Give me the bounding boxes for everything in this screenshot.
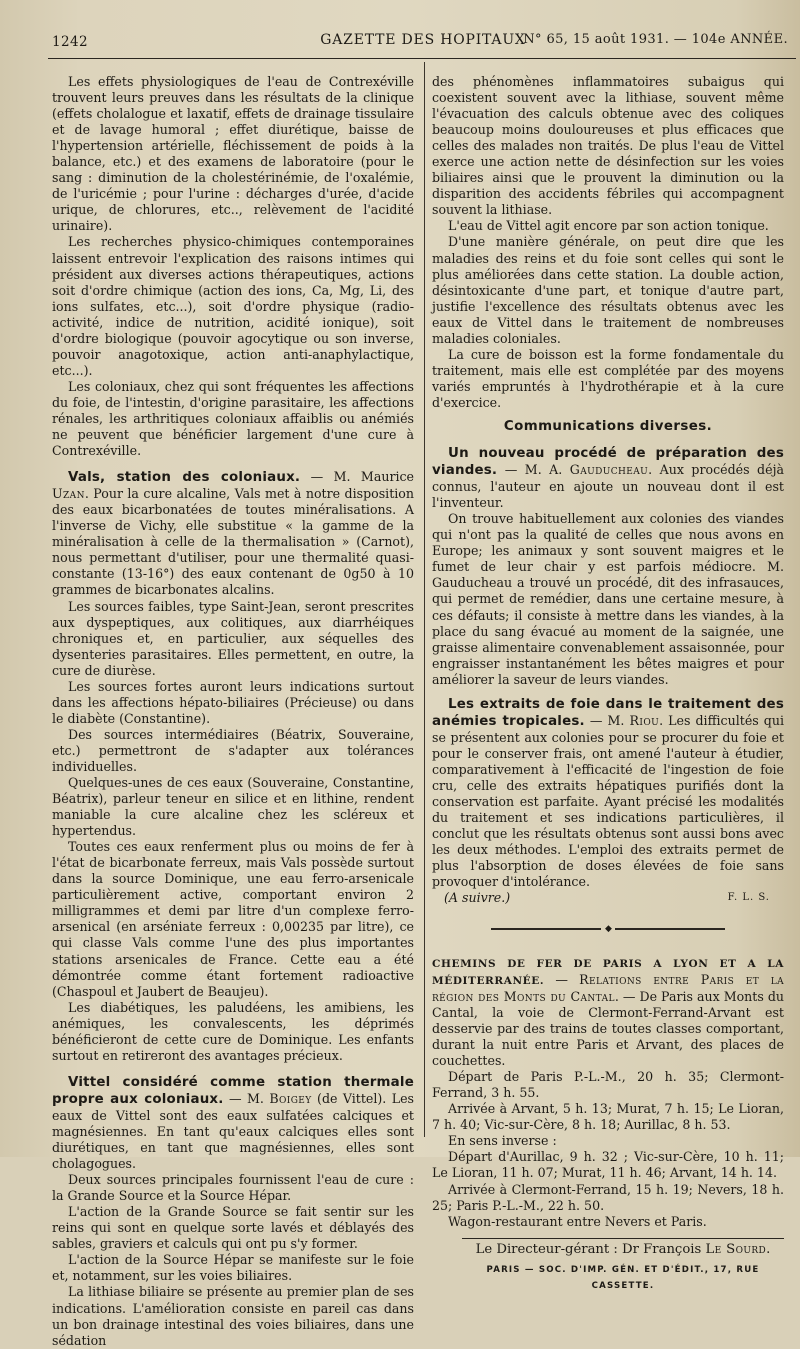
article-title: Les extraits de foie dans le traitement des anémies tropicales. xyxy=(432,696,784,729)
paragraph: Des sources intermédiaires (Béatrix, Souveraine, etc.) permettront de s'adapter aux tolérances individuelles. xyxy=(52,726,414,774)
author-name: Boigey xyxy=(269,1090,312,1106)
director-name: Le Sourd xyxy=(705,1241,767,1257)
paragraph: L'action de la Grande Source se fait sentir sur les reins qui sont en quelque sorte lavés et déblayés des sables, graviers et calculs qui ont pu s'y former. xyxy=(52,1204,414,1252)
to-be-continued: (A suivre.) xyxy=(444,890,511,906)
timetable-line: Départ d'Aurillac, 9 h. 32 ; Vic-sur-Cère, 10 h. 11; Le Lioran, 11 h. 07; Murat, 11 h. 46; Arvant, 14 h. 14. xyxy=(432,1149,784,1181)
paragraph: Deux sources principales fournissent l'eau de cure : la Grande Source et la Source Hépar. xyxy=(52,1172,414,1204)
railway-notice: CHEMINS DE FER DE PARIS A LYON ET A LA MÉDITERRANÉE. — Relations entre Paris et la région des Monts du Cantal. — De Paris aux Monts du Cantal, la voie de Clermont-Ferrand-Arvant est desservie par des trains de toutes classes comportant, durant la nuit entre Paris et Arvant, des places de couchettes. xyxy=(432,957,784,1069)
section-heading: Communications diverses. xyxy=(503,418,713,434)
director-line: Le Directeur-gérant : Dr François Le Sourd. xyxy=(475,1241,771,1257)
issue-info: N° 65, 15 août 1931. — 104e ANNÉE. xyxy=(523,32,788,47)
notice-subtitle: Relations entre Paris et la région des Monts du Cantal xyxy=(432,971,784,1004)
notice-title: CHEMINS DE FER DE PARIS A LYON ET A LA MÉDITERRANÉE. xyxy=(432,957,784,987)
article-vals: Vals, station des coloniaux. — M. Maurice Uzan. Pour la cure alcaline, Vals met à notre disposition des eaux bicarbonatées de toutes minéralisations. A l'inverse de Vichy, elle substitue « la gamme de la minéralisation à celle de la thermalisation » (Carnot), nous permettant d'utiliser, pour une thermalité quasi-constante (13-16°) des eaux contenant de 0g50 à 10 grammes de bicarbonates alcalins. xyxy=(52,469,414,598)
paragraph: La cure de boisson est la forme fondamentale du traitement, mais elle est complétée par des moyens variés empruntés à l'hydrothérapie et à la cure d'exercice. xyxy=(432,346,784,410)
paragraph: Quelques-unes de ces eaux (Souveraine, Constantine, Béatrix), parleur teneur en silice et en lithine, rendent maniable la cure alcaline chez les scléreux et hypertendus. xyxy=(52,775,414,839)
paragraph: Toutes ces eaux renferment plus ou moins de fer à l'état de bicarbonate ferreux, mais Vals possède surtout dans la source Dominique, une eau ferro-arsenicale particulièrement active, comportant environ 2 milligrammes et demi par litre d'un complexe ferro-arsenical (en arséniate ferreux : 0,00235 par litre), ce qui classe Vals comme l'une des plus importantes stations arsenicales de France. Cette eau a été démontrée comme étant fortement radioactive (Chaspoul et Jaubert de Beaujeu). xyxy=(52,839,414,999)
timetable-line: Départ de Paris P.-L.-M., 20 h. 35; Clermont-Ferrand, 3 h. 55. xyxy=(432,1069,784,1101)
paragraph: Les coloniaux, chez qui sont fréquentes les affections du foie, de l'intestin, d'origine parasitaire, les affections rénales, les arthritiques coloniaux affaiblis ou anémiés ne peuvent que bénéficier largement d'une cure à Contrexéville. xyxy=(52,378,414,459)
ornament-divider: ◆ xyxy=(432,920,784,937)
author-name: Gauducheau xyxy=(569,462,649,478)
left-column xyxy=(52,74,414,1349)
paragraph: Les effets physiologiques de l'eau de Contrexéville trouvent leurs preuves dans les résultats de la clinique (effets cholalogue et laxatif, effets de drainage tissulaire et de lavage humoral ; effet diurétique, baisse de l'hypertension artérielle, fléchissement de poids à la balance, etc.) et des examens de laboratoire (pour le sang : diminution de la cholestérinémie, de l'oxalémie, de l'uricémie ; pour l'urine : décharges d'urée, d'acide urique, de chlorures, etc.., relèvement de l'acidité urinaire). xyxy=(52,74,414,234)
timetable-line: Arrivée à Clermont-Ferrand, 15 h. 19; Nevers, 18 h. 25; Paris P.-L.-M., 22 h. 50. xyxy=(432,1181,784,1213)
paragraph: L'eau de Vittel agit encore par son action tonique. xyxy=(448,218,769,234)
paragraph: Les sources faibles, type Saint-Jean, seront prescrites aux dyspeptiques, aux colitiques, aux diarrhéiques chroniques et, en particulier, aux séquelles des dysenteries parasitaires. Elles permettent, en outre, la cure de diurèse. xyxy=(52,598,414,678)
timetable-line: En sens inverse : xyxy=(448,1133,557,1149)
page-number: 1242 xyxy=(52,34,88,50)
paragraph: L'action de la Source Hépar se manifeste sur le foie et, notamment, sur les voies biliaires. xyxy=(52,1252,414,1284)
paragraph: Les sources fortes auront leurs indications surtout dans les affections hépato-biliaires (Précieuse) ou dans le diabète (Constantine). xyxy=(52,678,414,726)
author-name: Uzan xyxy=(52,486,85,502)
paragraph: des phénomènes inflammatoires subaigus qui coexistent souvent avec la lithiase, souvent même l'évacuation des calculs obtenue avec des coliques beaucoup moins douloureuses et plus efficaces que celles des malades non traités. De plus l'eau de Vittel exerce une action nette de désinfection sur les voies biliaires ainsi que le prouvent la diminution ou la disparition des accidents fébriles qui accompagnent souvent la lithiase. xyxy=(432,74,784,218)
paragraph: La lithiase biliaire se présente au premier plan de ses indications. L'amélioration consiste en pareil cas dans un bon drainage intestinal des voies biliaires, dans une sédation xyxy=(52,1284,414,1348)
column-divider xyxy=(424,62,425,1137)
paragraph: On trouve habituellement aux colonies des viandes qui n'ont pas la qualité de celles que nous avons en Europe; les animaux y sont souvent maigres et le fumet de leur chair y est parfois médiocre. M. Gauducheau a trouvé un procédé, dit des infrasauces, qui permet de remédier, dans une certaine mesure, à ces défauts; il consiste à mettre dans les viandes, à la place du sang évacué au moment de la saignée, une graisse alimentaire convenablement assaisonnée, pour engraisser instantanément les bêtes maigres et pour améliorer la saveur de leurs viandes. xyxy=(432,511,784,687)
article-vittel: Vittel considéré comme station thermale propre aux coloniaux. — M. Boigey (de Vittel). Les eaux de Vittel sont des eaux sulfatées calciques et magnésiennes. En tant qu'eaux calciques elles sont diurétiques, en tant que magnésiennes, elles sont cholagogues. xyxy=(52,1074,414,1172)
article-foie: Les extraits de foie dans le traitement des anémies tropicales. — M. Riou. Les difficultés qui se présentent aux colonies pour se procurer du foie et pour le conserver frais, ont amené l'auteur à étudier, comparativement à l'efficacité de l'ingestion de foie cru, celle des extraits hépatiques purifiés dont la conservation est parfaite. Ayant précisé les modalités du traitement et ses indications particulières, il conclut que les résultats obtenus sont aussi bons avec les deux méthodes. L'emploi des extraits permet de plus l'absorption de doses élevées de foie sans provoquer d'intolérance. xyxy=(432,696,784,890)
paragraph: Les recherches physico-chimiques contemporaines laissent entrevoir l'explication des raisons intimes qui président aux diverses actions thérapeutiques, actions soit d'ordre chimique (action des ions, Ca, Mg, Li, des ions sulfates, etc...), soit d'ordre physique (radio-activité, indice de nutrition, acidité ionique), soit d'ordre biologique (pouvoir agocytique ou son inverse, pouvoir anagotoxique, action anti-anaphylactique, etc...). xyxy=(52,234,414,378)
paragraph: Les diabétiques, les paludéens, les amibiens, les anémiques, les convalescents, les déprimés bénéficieront de cette cure de Dominique. Les enfants surtout en retireront des avantages précieux. xyxy=(52,999,414,1063)
right-column xyxy=(432,74,784,1294)
paragraph: D'une manière générale, on peut dire que les maladies des reins et du foie sont celles qui sont le plus améliorées dans cette station. La double action, désintoxicante d'une part, et tonique d'autre part, justifie l'excellence des résultats obtenus avec les eaux de Vittel dans le traitement de nombreuses maladies coloniales. xyxy=(432,234,784,346)
footer-rule xyxy=(462,1238,784,1239)
article-title: Un nouveau procédé de préparation des viandes. xyxy=(432,446,784,479)
printer-imprint: PARIS — SOC. D'IMP. GÉN. ET D'ÉDIT., 17, RUE CASSETTE. xyxy=(486,1264,760,1291)
page-header xyxy=(52,32,794,54)
signature-line xyxy=(432,890,784,906)
timetable-line: Wagon-restaurant entre Nevers et Paris. xyxy=(448,1213,707,1229)
author-initials: F. L. S. xyxy=(727,892,770,904)
article-title: Vittel considéré comme station thermale propre aux coloniaux. xyxy=(52,1074,414,1107)
article-title: Vals, station des coloniaux. xyxy=(68,470,301,486)
header-rule xyxy=(48,58,796,59)
author-name: Riou xyxy=(629,712,660,728)
timetable-line: Arrivée à Arvant, 5 h. 13; Murat, 7 h. 15; Le Lioran, 7 h. 40; Vic-sur-Cère, 8 h. 18; Aurillac, 8 h. 53. xyxy=(432,1101,784,1133)
journal-title: GAZETTE DES HOPITAUX xyxy=(320,32,526,48)
article-viandes: Un nouveau procédé de préparation des viandes. — M. A. Gauducheau. Aux procédés déjà connus, l'auteur en ajoute un nouveau dont il est l'inventeur. xyxy=(432,446,784,511)
